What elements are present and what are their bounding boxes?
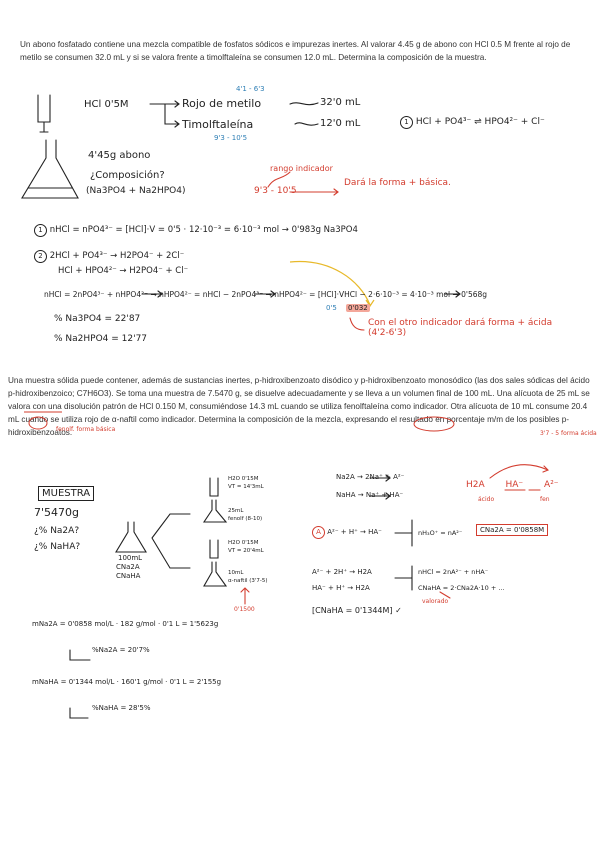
note-dara: Dará la forma + básica. (344, 178, 451, 188)
note-top-c: 25mL (228, 508, 244, 514)
note-na2a: Na2A → 2Na⁺ + A²⁻ (336, 473, 405, 481)
note-calc2: nHCl = 2nPO4³⁻ + nHPO4²⁻ → nHPO4²⁻ = nHCl − 2nPO4³⁻ → nHPO4²⁻ = [HCl]·VHCl − 2·6·10⁻³ = 4·10⁻³ mol → 0'568g (44, 290, 488, 299)
note-q1: ¿% Na2A? (34, 526, 80, 536)
note-m1: mNa2A = 0'0858 mol/L · 182 g/mol · 0'1 L = 1'5623g (32, 620, 219, 628)
note-res-b: [CNaHA = 0'1344M] ✓ (312, 606, 402, 615)
note-vol: 100mL (118, 554, 143, 562)
note-question: ¿Composición? (90, 170, 165, 181)
note-eq2b: HCl + HPO4²⁻ → H2PO4⁻ + Cl⁻ (58, 266, 189, 276)
note-muestra: MUESTRA (38, 488, 94, 499)
note-timol: Timolftaleína (182, 118, 254, 131)
note-naha: NaHA → Na⁺ + HA⁻ (336, 491, 404, 499)
note-c1: CNa2A (116, 563, 140, 571)
note-arrow-label: 0'1500 (234, 606, 255, 613)
note-calc-a: nH₃O⁺ = nA²⁻ (418, 529, 463, 537)
note-v-rojo: 32'0 mL (320, 97, 361, 108)
note-bot-a: H2O 0'15M (228, 540, 259, 546)
note-bot-b: VT = 20'4mL (228, 548, 264, 554)
note-rango-val: 9'3 - 10'5 (254, 186, 297, 196)
note-calc-b2: CNaHA = 2·CNa2A·10 + ... (418, 584, 505, 592)
note-rango: rango indicador (270, 164, 333, 173)
note-otro: Con el otro indicador dará forma + ácida (4'2-6'3) (368, 318, 553, 338)
note-eq-b2: HA⁻ + H⁺ → H2A (312, 584, 370, 592)
note-mass2: 7'5470g (34, 506, 79, 519)
note-species: H2A HA⁻ A²⁻ (466, 480, 559, 490)
note-timol-range: 9'3 - 10'5 (214, 134, 248, 142)
note-top-a: H2O 0'15M (228, 476, 259, 482)
note-rojo-range: 4'1 - 6'3 (236, 85, 265, 93)
note-eq-b1: A²⁻ + 2H⁺ → H2A (312, 568, 372, 576)
note-eq1: 1 HCl + PO4³⁻ ⇌ HPO4²⁻ + Cl⁻ (400, 116, 545, 129)
note-hcl: HCl 0'5M (84, 99, 129, 110)
note-pct1: % Na3PO4 = 22'87 (54, 314, 141, 324)
note-bot-c: 10mL (228, 570, 244, 576)
note-top-d: fenolf (8-10) (228, 516, 263, 522)
note-naftil-range: 3'7 - 5 forma ácida (540, 430, 597, 437)
note-valorado: valorado (422, 598, 449, 605)
note-pct-naha: %NaHA = 28'5% (92, 704, 151, 712)
note-calc-b1: nHCl = 2nA²⁻ + nHA⁻ (418, 568, 489, 576)
flask-2 (116, 522, 146, 552)
note-mass: 4'45g abono (88, 150, 151, 161)
note-pct2: % Na2HPO4 = 12'77 (54, 334, 148, 344)
note-eq-a: A A²⁻ + H⁺ → HA⁻ (312, 526, 382, 539)
note-res-a: CNa2A = 0'0858M (476, 526, 548, 534)
note-ph-base: fen (540, 496, 550, 503)
note-q2: ¿% NaHA? (34, 542, 81, 552)
note-v-timol: 12'0 mL (320, 118, 361, 129)
note-fenol: fenolf. forma básica (56, 426, 116, 433)
note-m2: mNaHA = 0'1344 mol/L · 160'1 g/mol · 0'1 L = 2'155g (32, 678, 222, 686)
note-calc1: 1 nHCl = nPO4³⁻ = [HCl]·V = 0'5 · 12·10⁻³ = 6·10⁻³ mol → 0'983g Na3PO4 (34, 224, 358, 237)
burette-1 (38, 95, 50, 122)
problem-2-statement: Una muestra sólida puede contener, además de sustancias inertes, p-hidroxibenzoato disódico y p-hidroxibenzoato monosódico (las dos sales sódicas del ácido p-hidroxibenzoico; C7H6O3). Se toma una muestra de 7.5470 g, se disuelve adecuadamente y se lleva a un volumen final de 100 mL. Una alícuota de 25 mL se valora con una disolución patrón de HCl 0.150 M, consumiéndose 14.3 mL cuando se utiliza fenolftaleína como indicador. Otra alícuota de 10 mL consume 20.4 mL cuando se utiliza rojo de α-naftil como indicador. Determina la composición de la mezcla, expresando el resultado en porcentaje m/m de los posibles p-hidroxibenzoatos. (8, 376, 590, 437)
note-ph-acid: ácido (478, 496, 495, 503)
note-small2: 0'032 (348, 304, 368, 312)
problem-1-statement: Un abono fosfatado contiene una mezcla compatible de fosfatos sódicos e impurezas inertes. Al valorar 4.45 g de abono con HCl 0.5 M frente al rojo de metilo se consumen 32.0 mL y si se valora frente a timolftaleína se consumen 12.0 mL. Determina la composición de la muestra. (20, 40, 571, 62)
note-rojo: Rojo de metilo (182, 97, 262, 110)
note-pct-na2a: %Na2A = 20'7% (92, 646, 150, 654)
note-eq2a: 2 2HCl + PO4³⁻ → H2PO4⁻ + 2Cl⁻ (34, 250, 184, 263)
flask-1 (22, 140, 78, 198)
note-small1: 0'5 (326, 304, 337, 312)
note-question2: (Na3PO4 + Na2HPO4) (86, 186, 186, 196)
note-bot-d: α-naftil (3'7-5) (228, 578, 268, 584)
note-top-b: VT = 14'3mL (228, 484, 264, 490)
yellow-arrow (290, 262, 374, 306)
note-c2: CNaHA (116, 572, 141, 580)
